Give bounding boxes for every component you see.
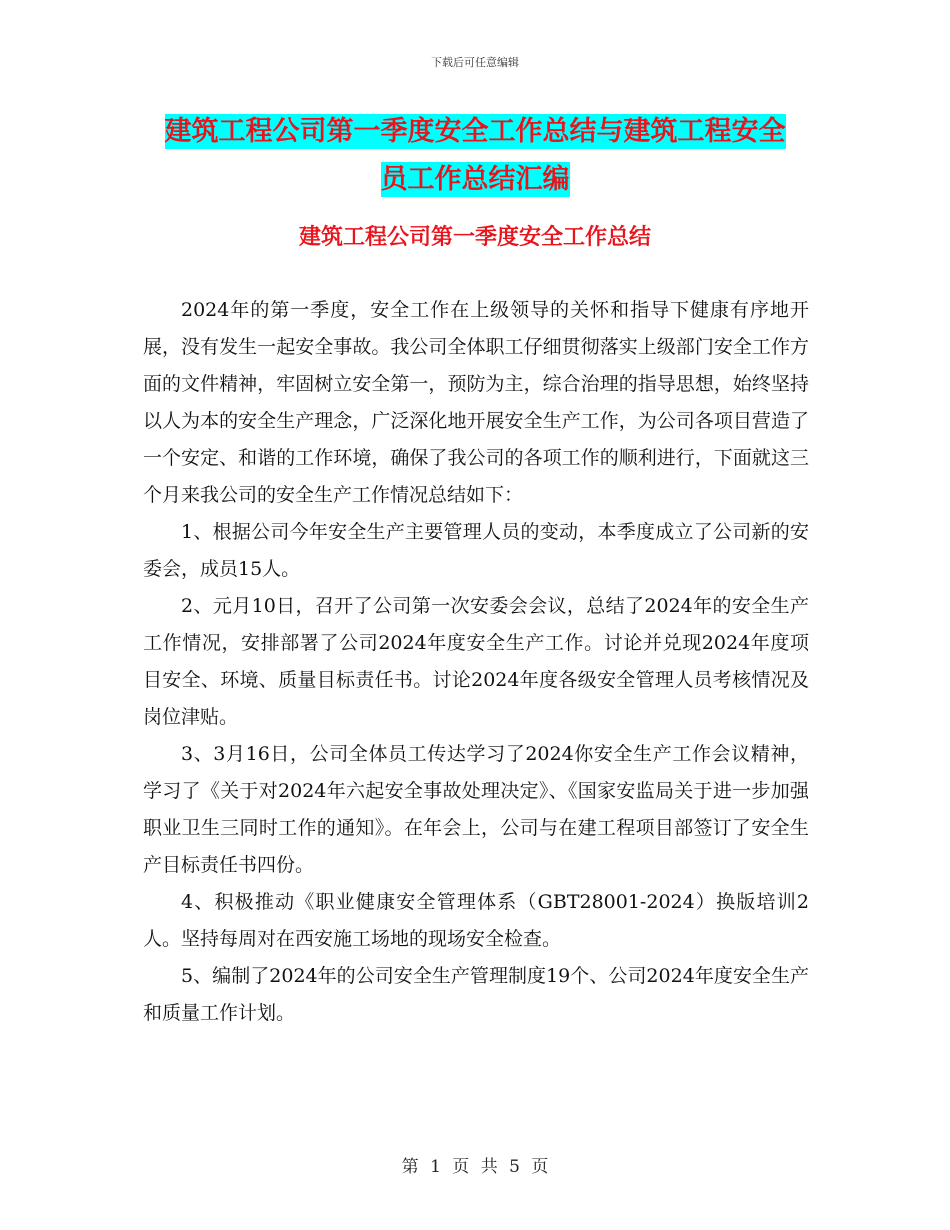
paragraph-item-3: 3、3月16日，公司全体员工传达学习了2024你安全生产工作会议精神，学习了《关于对2024年六起安全事故处理决定》、《国家安监局关于进一步加强职业卫生三同时工作的通知》。在年会上，公司与在建工程项目部签订了安全生产目标责任书四份。 (143, 743, 809, 876)
paragraph-item-5: 5、编制了2024年的公司安全生产管理制度19个、公司2024年度安全生产和质量工作计划。 (143, 965, 809, 1024)
paragraph-intro: 2024年的第一季度，安全工作在上级领导的关怀和指导下健康有序地开展，没有发生一起安全事故。我公司全体职工仔细贯彻落实上级部门安全工作方面的文件精神，牢固树立安全第一，预防为主，综合治理的指导思想，始终坚持以人为本的安全生产理念，广泛深化地开展安全生产工作，为公司各项目营造了一个安定、和谐的工作环境，确保了我公司的各项工作的顺利进行，下面就这三个月来我公司的安全生产工作情况总结如下： (143, 299, 809, 506)
document-body (143, 292, 809, 1032)
paragraph-item-2: 2、元月10日，召开了公司第一次安委会会议，总结了2024年的安全生产工作情况，安排部署了公司2024年度安全生产工作。讨论并兑现2024年度项目安全、环境、质量目标责任书。讨论2024年度各级安全管理人员考核情况及岗位津贴。 (143, 595, 809, 728)
header-note: 下载后可任意编辑 (431, 56, 519, 69)
document-title-line1: 建筑工程公司第一季度安全工作总结与建筑工程安全 (164, 116, 786, 147)
paragraph-item-1: 1、根据公司今年安全生产主要管理人员的变动，本季度成立了公司新的安委会，成员15人。 (143, 521, 809, 580)
paragraph-item-4: 4、积极推动《职业健康安全管理体系（GBT28001-2024）换版培训2人。坚持每周对在西安施工场地的现场安全检查。 (143, 891, 809, 950)
document-title (140, 108, 810, 204)
section-title: 建筑工程公司第一季度安全工作总结 (298, 225, 651, 250)
page-number: 第 1 页 共 5 页 (401, 1157, 549, 1177)
document-title-line2: 员工作总结汇编 (380, 164, 570, 195)
